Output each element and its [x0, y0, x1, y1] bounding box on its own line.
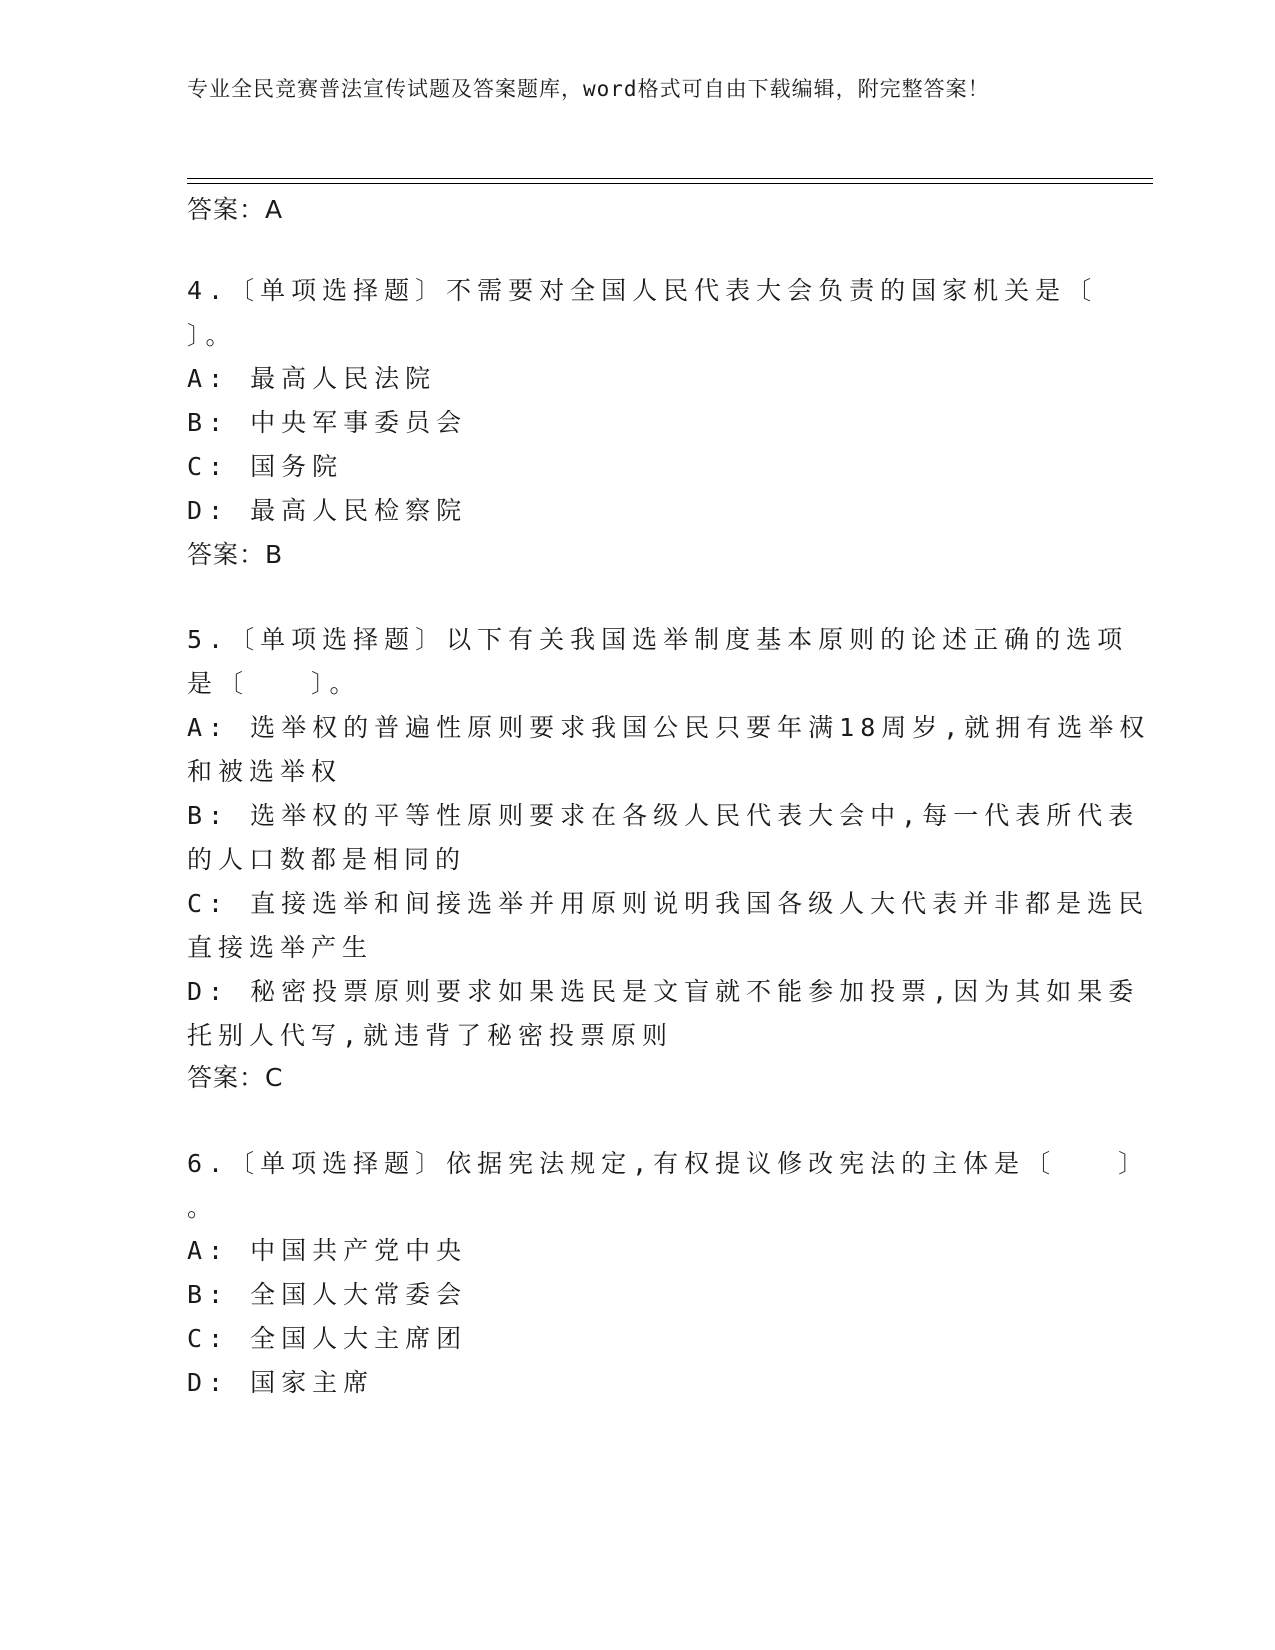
q5-option-d-line2: 托别人代写,就违背了秘密投票原则 — [187, 1021, 674, 1050]
q5-option-c-line1: C: 直接选举和间接选举并用原则说明我国各级人大代表并非都是选民 — [187, 889, 1150, 918]
q6-stem-line1: 6.〔单项选择题〕依据宪法规定,有权提议修改宪法的主体是〔 〕 — [187, 1149, 1150, 1178]
q5-option-b-line2: 的人口数都是相同的 — [187, 845, 467, 874]
q4-stem-line2: 〕。 — [187, 321, 237, 350]
document-header: 专业全民竞赛普法宣传试题及答案题库，word格式可自由下载编辑，附完整答案！ — [187, 77, 990, 101]
q5-stem-line1: 5.〔单项选择题〕以下有关我国选举制度基本原则的论述正确的选项 — [187, 625, 1129, 654]
q5-option-c-line2: 直接选举产生 — [187, 933, 374, 962]
q4-option-b: B: 中央军事委员会 — [187, 408, 468, 437]
q6-option-b: B: 全国人大常委会 — [187, 1280, 468, 1309]
q5-answer: 答案：C — [187, 1063, 284, 1092]
q5-option-a-line2: 和被选举权 — [187, 757, 343, 786]
header-divider-top — [187, 178, 1153, 179]
q4-option-d: D: 最高人民检察院 — [187, 496, 468, 525]
q6-option-d: D: 国家主席 — [187, 1368, 375, 1397]
q6-stem-line2: 。 — [187, 1193, 219, 1222]
q4-answer: 答案：B — [187, 540, 284, 569]
q4-option-a: A: 最高人民法院 — [187, 364, 437, 393]
q6-option-c: C: 全国人大主席团 — [187, 1324, 468, 1353]
header-divider-bottom — [187, 183, 1153, 184]
answer-previous: 答案：A — [187, 195, 284, 224]
q5-option-b-line1: B: 选举权的平等性原则要求在各级人民代表大会中,每一代表所代表 — [187, 801, 1140, 830]
q5-option-d-line1: D: 秘密投票原则要求如果选民是文盲就不能参加投票,因为其如果委 — [187, 977, 1140, 1006]
q6-option-a: A: 中国共产党中央 — [187, 1236, 468, 1265]
q5-option-a-line1: A: 选举权的普遍性原则要求我国公民只要年满18周岁,就拥有选举权 — [187, 713, 1151, 742]
q4-stem-line1: 4.〔单项选择题〕不需要对全国人民代表大会负责的国家机关是〔 — [187, 276, 1098, 305]
q4-option-c: C: 国务院 — [187, 452, 344, 481]
q5-stem-line2: 是〔 〕。 — [187, 669, 361, 698]
